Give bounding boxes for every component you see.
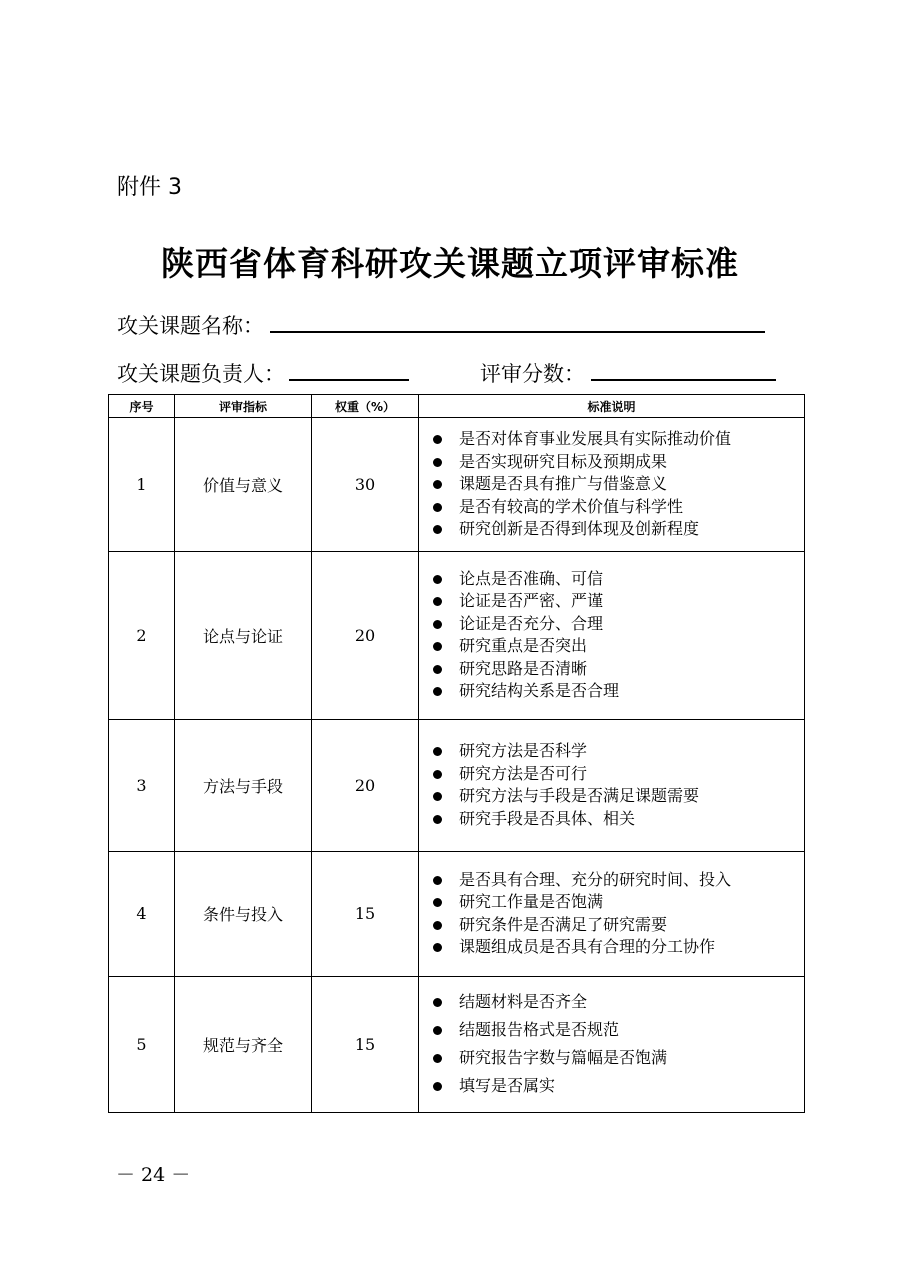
criteria-item: 研究报告字数与篇幅是否饱满 [433,1044,804,1072]
criteria-item: 研究方法是否可行 [433,763,804,786]
score-blank[interactable] [591,357,776,381]
header-indicator: 评审指标 [175,395,312,418]
row-no: 2 [109,551,175,719]
score-field [480,357,776,388]
criteria-item: 是否实现研究目标及预期成果 [433,451,804,474]
row-indicator: 方法与手段 [175,719,312,851]
header-criteria: 标准说明 [419,395,805,418]
row-indicator: 论点与论证 [175,551,312,719]
criteria-item: 课题是否具有推广与借鉴意义 [433,473,804,496]
criteria-item: 是否具有合理、充分的研究时间、投入 [433,869,804,892]
row-no: 1 [109,418,175,552]
criteria-list [419,730,804,840]
table-row [109,851,805,976]
criteria-item: 研究思路是否清晰 [433,658,804,681]
leader-blank[interactable] [289,357,409,381]
row-no: 4 [109,851,175,976]
criteria-item: 研究重点是否突出 [433,635,804,658]
row-weight: 15 [312,851,419,976]
criteria-item: 论证是否严密、严谨 [433,590,804,613]
criteria-item: 研究条件是否满足了研究需要 [433,914,804,937]
row-criteria [419,551,805,719]
criteria-item: 研究手段是否具体、相关 [433,808,804,831]
score-label: 评审分数： [480,362,585,386]
criteria-list [419,418,804,551]
table-row [109,551,805,719]
criteria-item: 结题报告格式是否规范 [433,1016,804,1044]
row-criteria [419,719,805,851]
row-no: 3 [109,719,175,851]
table-header-row [109,395,805,418]
criteria-item: 填写是否属实 [433,1072,804,1100]
criteria-item: 是否有较高的学术价值与科学性 [433,496,804,519]
topic-name-blank[interactable] [270,309,765,333]
criteria-list [419,558,804,713]
row-weight: 30 [312,418,419,552]
leader-label: 攻关课题负责人： [117,362,285,386]
row-weight: 15 [312,976,419,1112]
row-weight: 20 [312,551,419,719]
row-criteria [419,418,805,552]
attachment-label: 附件 3 [117,175,182,200]
criteria-table [108,394,805,1113]
page-title: 陕西省体育科研攻关课题立项评审标准 [161,244,739,283]
criteria-item: 研究创新是否得到体现及创新程度 [433,518,804,541]
criteria-item: 研究结构关系是否合理 [433,680,804,703]
criteria-list [419,978,804,1110]
row-criteria [419,851,805,976]
table-row [109,976,805,1112]
criteria-item: 研究方法与手段是否满足课题需要 [433,785,804,808]
table-row [109,719,805,851]
row-weight: 20 [312,719,419,851]
criteria-item: 论证是否充分、合理 [433,613,804,636]
criteria-item: 结题材料是否齐全 [433,988,804,1016]
criteria-item: 研究工作量是否饱满 [433,891,804,914]
criteria-list [419,859,804,969]
row-indicator: 规范与齐全 [175,976,312,1112]
criteria-item: 是否对体育事业发展具有实际推动价值 [433,428,804,451]
topic-name-field [117,309,765,340]
criteria-item: 论点是否准确、可信 [433,568,804,591]
page-number: － 24 － [116,1164,191,1186]
header-no: 序号 [109,395,175,418]
leader-field [117,357,409,388]
criteria-item: 课题组成员是否具有合理的分工协作 [433,936,804,959]
header-weight: 权重（%） [312,395,419,418]
criteria-item: 研究方法是否科学 [433,740,804,763]
row-indicator: 条件与投入 [175,851,312,976]
row-criteria [419,976,805,1112]
row-indicator: 价值与意义 [175,418,312,552]
table-row [109,418,805,552]
row-no: 5 [109,976,175,1112]
topic-name-label: 攻关课题名称： [117,314,264,338]
